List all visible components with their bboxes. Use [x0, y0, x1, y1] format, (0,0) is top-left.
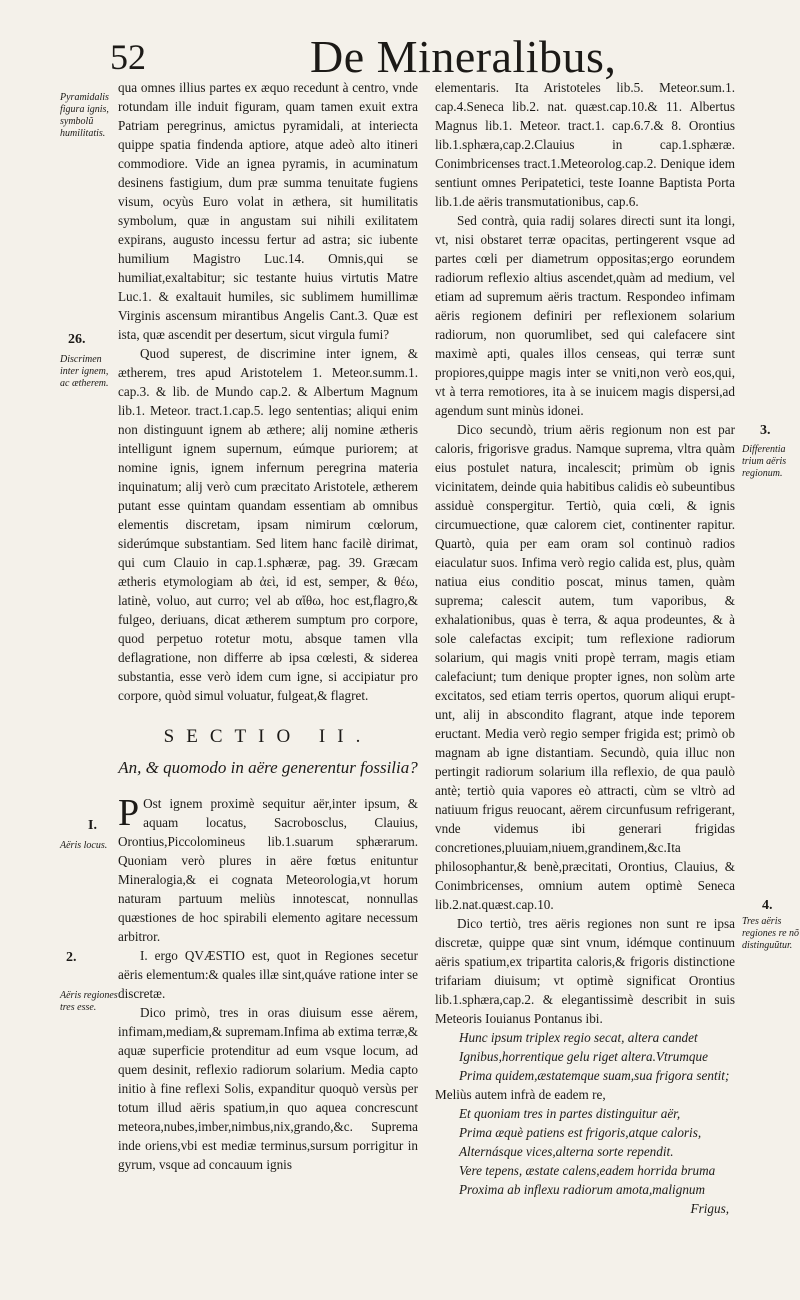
- paragraph: I. ergo QVÆSTIO est, quot in Regiones secetur aëris elementum:& quales illæ sint,quáve ratione inter se discretæ.: [118, 948, 418, 1001]
- verse-line: Prima quidem,æstatemque suam,sua frigora sentit;: [459, 1068, 730, 1083]
- margin-note-aeris-locus: Aëris locus.: [60, 840, 108, 851]
- verse-line: Vere tepens, æstate calens,eadem horrida bruma: [459, 1163, 716, 1178]
- paragraph: Dico primò, tres in oras diuisum esse aërem, infimam,mediam,& supremam.Infima ab extima terræ,& aquæ superficie protenditur ad eum vsque locum, ad quem desinit, reflexio radiorum solarium. Media capto initio à fine reflexi Solis, expanditur quoquò versùs per totum illud aëris spatium,in quo aquea concrescunt meteora,nubes,imber,nimbus,nix,grando,&c. Suprema inde oriens,vbi est mediæ terminus,sursum porrigitur in gyrum, vsque ad concauum ignis: [118, 1005, 418, 1172]
- margin-note-tres-regiones: Tres aëris regiones re nõ distinguũtur.: [742, 916, 800, 951]
- page-number: 52: [110, 37, 146, 77]
- paragraph: Meliùs autem infrà de eadem re,: [435, 1087, 606, 1102]
- verse-line: Alternásque vices,alterna sorte rependit.: [459, 1144, 674, 1159]
- margin-number-3: 3.: [760, 423, 771, 438]
- paragraph: Sed contrà, quia radij solares directi sunt ita longi, vt, nisi obstaret terræ opacitas, pertingerent vsque ad partes cœli per diametrum oppositas;ergo eorundem radiorum reflexio altius ascendet,quàm ad medium, vel etiam ad supremum aëris tractum. Respondeo infimam aëris regionem definiri per reflexionem solarium radiorum, non quorumlibet, sed qui calefacere sint maximè apti, quales illos censeas, qui terræ sunt propiores,quippe magis inter se vniti,non verò eos,qui, vt à terra remotiores, ita à se inuicem magis dispersi,ad agendum sunt minùs idonei.: [435, 213, 735, 418]
- paragraph-text: Ost ignem proximè sequitur aër,inter ipsum, & aquam locatus, Sacrobosclus, Clauius, Orontius,Piccolomineus lib.1.suarum sphærarum. Quoniam verò plures in aëre fœtus enituntur Mineralogia,& ei cognata Meteorologia,vt horum naturam partuum meliùs innotescat, nonnullas quæstiones de hoc spirabili elemento agitare necessum arbitror.: [118, 796, 418, 944]
- verse-line: Frigus,: [690, 1201, 729, 1216]
- section-title: An, & quomodo in aëre generentur fossilia?: [118, 758, 418, 777]
- verse-line: Et quoniam tres in partes distinguitur aër,: [459, 1106, 681, 1121]
- paragraph: Quod superest, de discrimine inter ignem, & ætherem, tres apud Aristotelem 1. Meteor.summ.1. cap.3. & lib. de Mundo cap.2. & Albertum Magnum lib.1. Meteor. tract.1.cap.5. lego sententias; aliqui enim non distinguunt ignem ab æthere; alij nomine ætheris intelligunt ignem supernum, eúmque puriorem; at nomine ignis, ignem infernum peregrina materia inquinatum; alij verò cum præcitato Aristotele, ætherem putant esse quintam quandam essentiam ab omnibus elementis discretam, ipsam nimirum cœlorum, siderúmque substantiam. Sed litem hanc facilè dirimat, qui cum Clauio in cap.1.sphæræ, pag. 39. Græcam ætheris etymologiam ab ἀεὶ, id est, semper, & θέω, latinè, voluo, aut curro; vel ab αἴθω, hoc est,flagro,& fulgeo, deriuans, dicat ætherem sumptum pro corpore, quod perpetuo rotetur motu, absque tamen vlla deflagratione, non differre ab ipsa cœlesti, & siderea substantia, esse verò idem cum igne, si accipiatur pro corpore, quòd simul voluatur, fulgeat,& flagret.: [118, 346, 418, 703]
- section-heading: SECTIO II.: [163, 726, 373, 747]
- drop-cap: P: [118, 792, 140, 834]
- paragraph-with-dropcap: [118, 794, 418, 946]
- paragraph: Dico secundò, trium aëris regionum non est par caloris, frigorisve gradus. Namque suprema, vltra quàm eius postulet natura, incalescit; primùm ob ignis vicinitatem, deinde quia habitibus calidis eò subeuntibus assiduè conspergitur. Tertiò, quia cœli, & ignis circumuectione, quæ calorem ciet, continenter rapitur. Quartò, quia per eam oram sol continuò radios eiaculatur suos. Infima verò regio calida est, plus, quàm natiua eius conditio poscat, minus tamen, quàm suprema; calescit autem, tum vaporibus, & exhalationibus, quas è terra, & aqua prodeuntes, & à sole calefactas excipit; tum reflexione radiorum solarium, qui magis vniti propè terram, magis etiam calefaciunt; tum denique propter ignes, non solùm arte excitatos, sed etiam terris opertos, quorum aliqui eruptunt, alij in abscondito flagrant, atque inde teporem eructant. Media verò regio semper frigida est; primò ob magnam ab igne distantiam. Secundò, quia illuc non pertingit radiorum solarium illa reflexio, de qua paulò antè; tertiò quia vapores eò attracti, cùm se vltrò ad natiuum frigus reuocant, aërem circunfusum refrigerant, vnde videmus ibi generari frigidas concretiones,pluuiam,niuem,grandinem,&c.Ita philosophantur,& benè,præcitati, Orontius, Clauius, & Conimbricenses, omnium autem optimè Seneca lib.2.nat.quæst.cap.10.: [435, 422, 735, 912]
- margin-note-aeris-regiones: Aëris regiones tres esse.: [60, 990, 118, 1013]
- margin-number-4: 4.: [762, 898, 773, 913]
- verse-line: Proxima ab inflexu radiorum amota,malignum: [459, 1182, 706, 1197]
- right-column: [435, 78, 735, 1218]
- verse-line: Hunc ipsum triplex regio secat, altera candet: [459, 1030, 698, 1045]
- margin-note-differentia: Differentia trium aëris regionum.: [742, 444, 787, 479]
- margin-number-1: I.: [88, 818, 97, 833]
- verse-line: Ignibus,horrentique gelu riget altera.Vtrumque: [459, 1049, 708, 1064]
- margin-number-2: 2.: [66, 950, 77, 965]
- paragraph: Dico tertiò, tres aëris regiones non sunt re ipsa discretæ, quippe quæ sint vnum, idémque continuum aëris spatium,ex tripartita caloris,& frigoris distinctione trifariam diuisum; vt optimè significat Orontius lib.1.sphæra,cap.2. & elegantissimè describit in suis Meteoris Iouianus Pontanus ibi.: [435, 916, 735, 1026]
- paragraph: elementaris. Ita Aristoteles lib.5. Meteor.sum.1. cap.4.Seneca lib.2. nat. quæst.cap.10.& 11. Albertus Magnus lib.1. Meteor. tract.1. cap.6.7.& 8. Orontius lib.1.sphæra,cap.2.Clauius in cap.1.sphæræ. Conimbricenses tract.1.Meteorolog.cap.2. Denique idem sentiunt omnes Peripatetici, teste Ioanne Baptista Porta lib.1.de aëris transmutationibus, cap.6.: [435, 80, 735, 209]
- left-column: [118, 78, 418, 1174]
- paragraph: qua omnes illius partes ex æquo recedunt à centro, vnde rotundam ille induit figuram, quam tamen exuit extra Patriam peregrinus, amictus pyramidali, at interiecta quippe spatia findenda aptiore, atque adeò alto itineri commodiore. Vide an ignea pyramis, in acuminatum desinens fastigium, dum præ summa tenuitate fugiens visum, ocyùs Euro volat in æthera, sit humilitatis symbolum, quæ in angustam sui nihili exilitatem expirans, augusto incessu fertur ad astra; sic iubente humilium Magistro Luc.14. Omnis,qui se humiliat,exaltabitur; sic testante huius virtutis Matre Luc.1. & exaltauit humiles, sic sublimem humillimæ Virginis ascensum mirantibus Angelis Cant.3. Quæ est ista, quæ ascendit per desertum, sicut virgula fumi?: [118, 80, 418, 342]
- margin-note-discrimen: Discrimen inter ignem, ac ætherem.: [60, 354, 109, 389]
- verse-line: Prima æquè patiens est frigoris,atque caloris,: [459, 1125, 702, 1140]
- margin-note-pyramidalis: Pyramidalis figura ignis, symbolũ humilitatis.: [60, 92, 109, 139]
- margin-number-26: 26.: [68, 332, 86, 347]
- running-title: De Mineralibus,: [310, 31, 617, 82]
